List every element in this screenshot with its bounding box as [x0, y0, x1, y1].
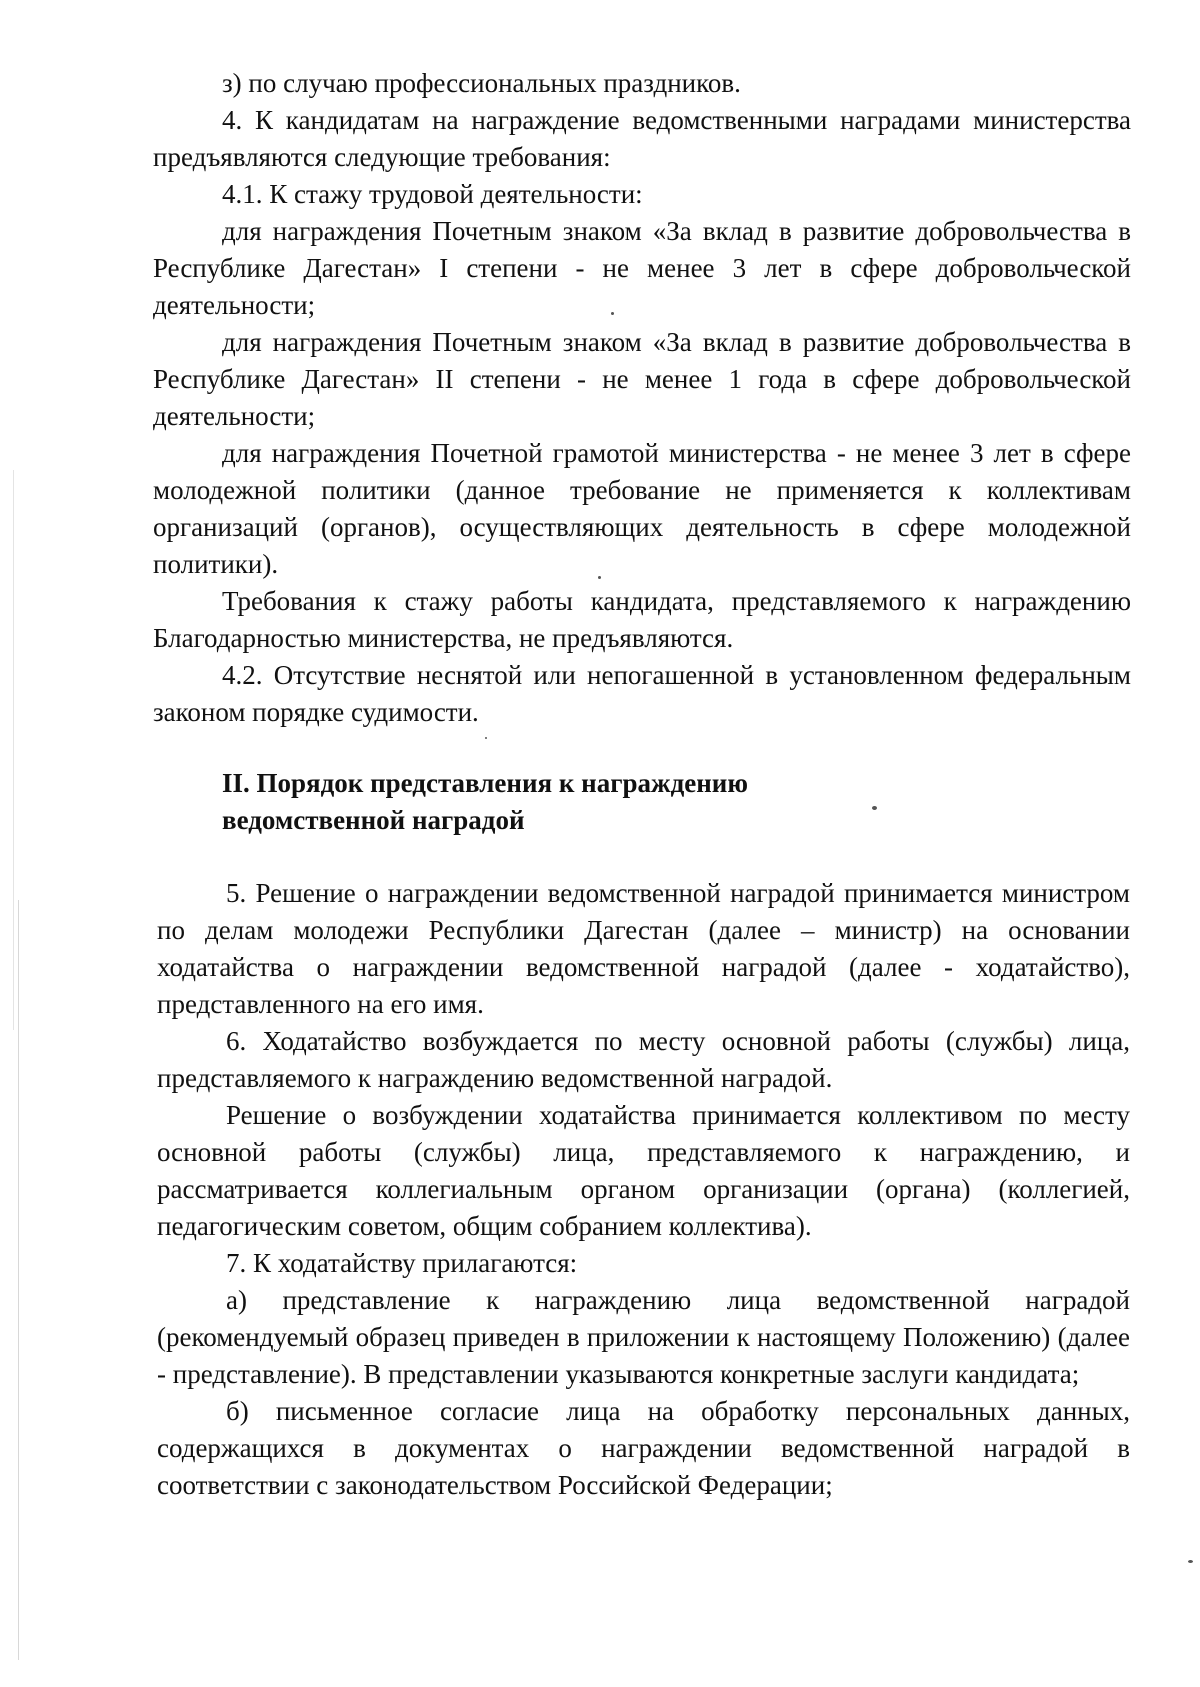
scan-edge-line — [13, 470, 14, 1030]
paragraph: 6. Ходатайство возбуждается по месту основной работы (службы) лица, представляемого к награждению ведомственной наградой. — [157, 1026, 1130, 1093]
paragraph: 4. К кандидатам на награждение ведомственными наградами министерства предъявляются следующие требования: — [153, 105, 1131, 172]
document-body-bottom — [157, 875, 1130, 1504]
paragraph: 5. Решение о награждении ведомственной наградой принимается министром по делам молодежи Республики Дагестан (далее – министр) на основании ходатайства о награждении ведомственной наградой (далее - ходатайство), представленного на его имя. — [157, 878, 1130, 1019]
paragraph: а) представление к награждению лица ведомственной наградой (рекомендуемый образец приведен в приложении к настоящему Положению) (далее - представление). В представлении указываются конкретные заслуги кандидата; — [157, 1285, 1130, 1389]
paragraph: 4.1. К стажу трудовой деятельности: — [222, 179, 643, 209]
paragraph: для награждения Почетной грамотой министерства - не менее 3 лет в сфере молодежной политики (данное требование не применяется к коллективам организаций (органов), осуществляющих деятельность в сфере молодежной политики). — [153, 438, 1131, 579]
scan-edge-line — [18, 900, 19, 1660]
paragraph: 7. К ходатайству прилагаются: — [226, 1248, 578, 1278]
scan-speck — [1188, 1560, 1193, 1563]
paragraph: для награждения Почетным знаком «За вклад в развитие добровольчества в Республике Дагестан» II степени - не менее 1 года в сфере добровольческой деятельности; — [153, 327, 1131, 431]
paragraph: для награждения Почетным знаком «За вклад в развитие добровольчества в Республике Дагестан» I степени - не менее 3 лет в сфере добровольческой деятельности; — [153, 216, 1131, 320]
scan-speck — [872, 806, 877, 810]
section-heading: II. Порядок представления к награждению — [222, 768, 748, 798]
paragraph: 4.2. Отсутствие неснятой или непогашенной в установленном федеральным законом порядке судимости. — [153, 660, 1131, 727]
paragraph: б) письменное согласие лица на обработку персональных данных, содержащихся в документах о награждении ведомственной наградой в соответствии с законодательством Российской Федерации; — [157, 1396, 1130, 1500]
section-heading-line2: ведомственной наградой — [222, 805, 525, 835]
paragraph: Решение о возбуждении ходатайства принимается коллективом по месту основной работы (службы) лица, представляемого к награждению, и рассматривается коллегиальным органом организации (органа) (коллегией, педагогическим советом, общим собранием коллектива). — [157, 1100, 1130, 1241]
paragraph: Требования к стажу работы кандидата, представляемого к награждению Благодарностью министерства, не предъявляются. — [153, 586, 1131, 653]
paragraph: з) по случаю профессиональных праздников. — [222, 68, 741, 98]
scan-speck — [598, 576, 601, 579]
scan-speck — [611, 312, 614, 315]
scan-speck — [485, 737, 487, 739]
document-body-top — [153, 65, 1131, 839]
